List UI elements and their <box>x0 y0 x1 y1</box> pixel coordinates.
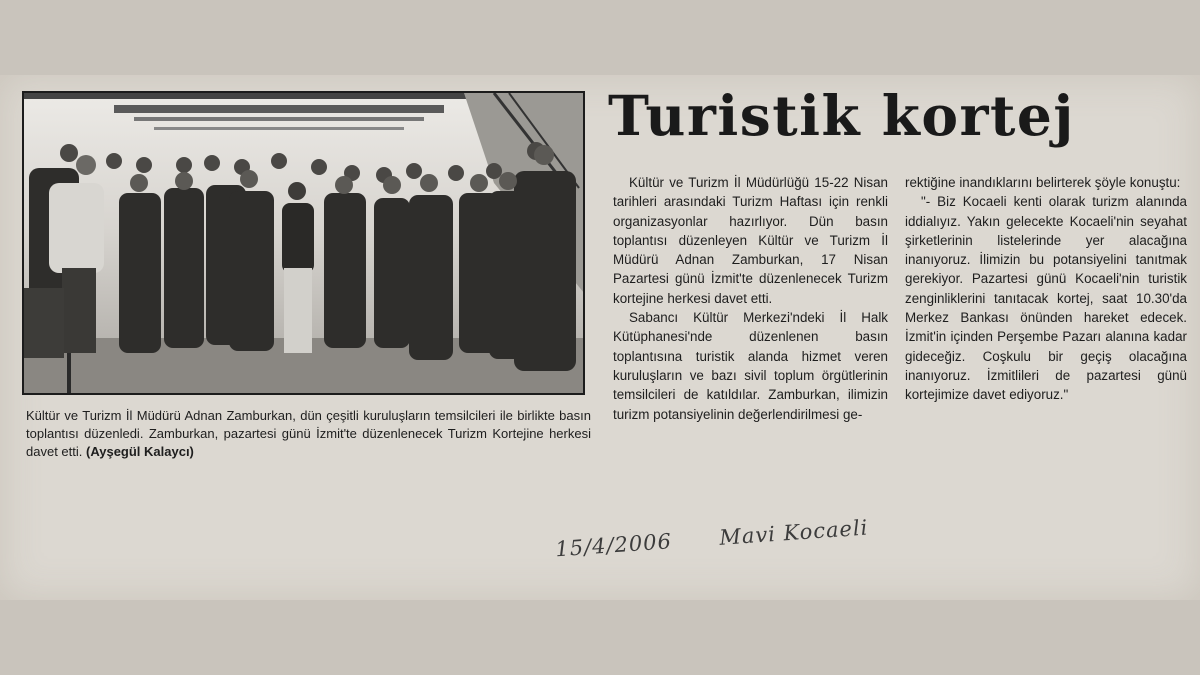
article-headline: Turistik kortej <box>608 83 1075 148</box>
paragraph-2: Sabancı Kültür Merkezi'ndeki İl Halk Kütüphanesi'nde düzenlenen basın toplantısına turistik alanda hizmet veren kuruluşların ve bazı sivil toplum örgütlerinin temsilcileri de katıldılar. Zamburkan, ilimizin turizm potansiyelinin değerlendirilmesi ge- <box>613 310 888 422</box>
group-photo <box>22 91 585 395</box>
photo-caption <box>26 407 591 461</box>
article-column-2 <box>905 173 1187 405</box>
photo-credit: (Ayşegül Kalaycı) <box>86 444 194 459</box>
paragraph-continuation: rektiğine inandıklarını belirterek şöyle konuştu: <box>905 175 1181 190</box>
group-photo-illustration <box>24 93 584 393</box>
caption-text: Kültür ve Turizm İl Müdürü Adnan Zamburkan, dün çeşitli kuruluşların temsilcileri ile birlikte basın toplantısı düzenledi. Zamburkan, pazartesi günü İzmit'te düzenlenecek Turizm Kortejine herkesi davet etti. <box>26 408 591 459</box>
handwritten-date: 15/4/2006 <box>554 529 673 562</box>
paragraph-1: Kültür ve Turizm İl Müdürlüğü 15-22 Nisan tarihleri arasındaki Turizm Haftası için renkli organizasyonlar hazırlıyor. Dün basın toplantısı düzenleyen Kültür ve Turizm İl Müdürü Adnan Zamburkan, 17 Nisan Pazartesi günü İzmit'te düzenlenecek Turizm kortejine herkesi davet etti. <box>613 175 888 306</box>
handwritten-note <box>555 513 909 562</box>
newspaper-clipping <box>0 75 1200 600</box>
quote-paragraph: "- Biz Kocaeli kenti olarak turizm alanında iddialıyız. Yakın gelecekte Kocaeli'nin seyahat şirketlerinin listelerinde yer alacağına inanıyoruz. İlimizin bu potansiyelini tanıtmak gerekiyor. Pazartesi günü Kocaeli'nin turistik zenginliklerini tanıtacak kortej, saat 10.30'da Merkez Bankası önünden hareket edecek. İzmit'in içinden Perşembe Pazarı alanına kadar gideceğiz. Coşkulu bir geçiş olacağına inanıyoruz. İzmitlileri de pazartesi günü kortejimize davet ediyoruz." <box>905 194 1187 403</box>
article-column-1 <box>613 173 888 424</box>
handwritten-source: Mavi Kocaeli <box>718 515 870 550</box>
